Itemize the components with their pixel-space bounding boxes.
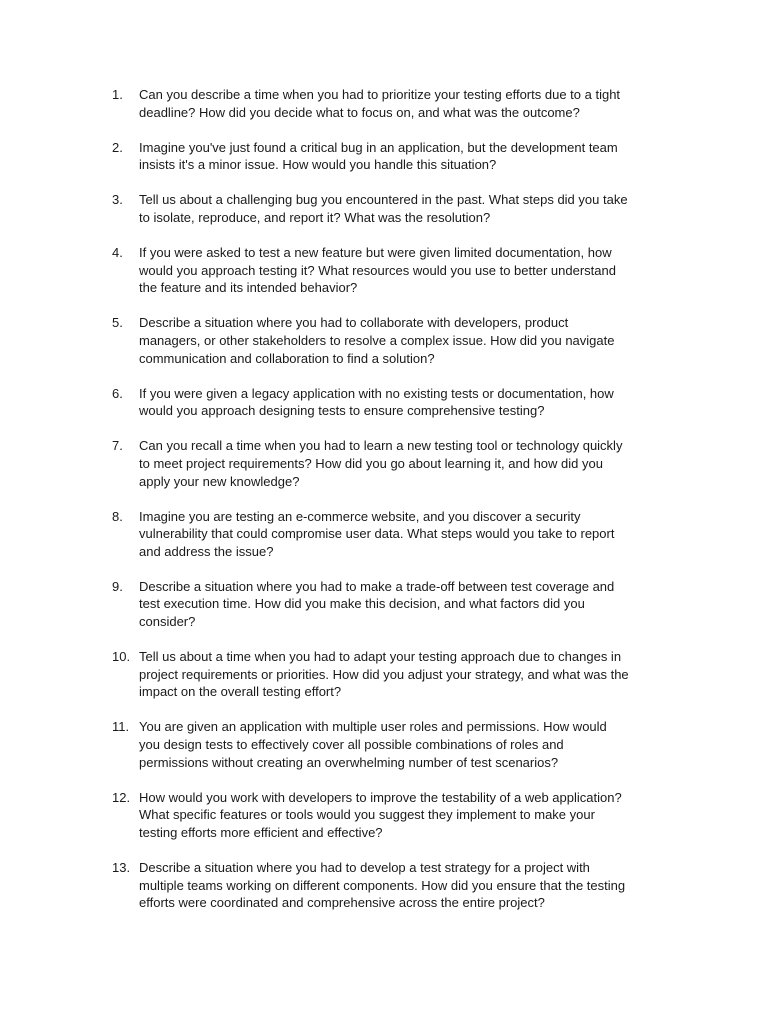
question-number: 9. [112,578,123,594]
question-text-line: the feature and its intended behavior? [139,280,358,296]
question-text-line: would you approach testing it? What resources would you use to better understand [139,262,616,278]
question-number: 6. [112,385,123,401]
question-number: 3. [112,192,123,208]
question-text-line: How would you work with developers to improve the testability of a web application? [139,789,622,805]
question-text-line: apply your new knowledge? [139,473,300,489]
question-item [112,385,682,420]
question-text-line: What specific features or tools would you suggest they implement to make your [139,807,595,823]
question-text-line: consider? [139,614,196,630]
question-text [139,385,682,420]
question-number: 4. [112,245,123,261]
question-number: 12. [112,789,131,805]
question-text [139,508,682,561]
question-text-line: to meet project requirements? How did you go about learning it, and how did you [139,455,603,471]
question-item [112,139,682,174]
question-number: 10. [112,649,131,665]
question-text [139,718,682,771]
question-number: 2. [112,139,123,155]
question-text-line: Tell us about a time when you had to adapt your testing approach due to changes in [139,649,622,665]
question-text-line: would you approach designing tests to ensure comprehensive testing? [139,403,545,419]
question-text [139,789,682,842]
question-number: 5. [112,315,123,331]
question-number: 8. [112,508,123,524]
question-list [112,86,682,929]
question-text-line: If you were given a legacy application with no existing tests or documentation, how [139,385,614,401]
question-text-line: and address the issue? [139,543,274,559]
question-item [112,314,682,367]
question-text-line: Can you describe a time when you had to prioritize your testing efforts due to a tight [139,87,621,102]
question-text [139,437,682,490]
question-text-line: Can you recall a time when you had to learn a new testing tool or technology quickly [139,438,623,454]
question-text-line: Imagine you've just found a critical bug in an application, but the development team [139,139,618,155]
question-text [139,244,682,297]
question-number: 7. [112,438,123,454]
question-text [139,859,682,912]
question-text-line: insists it's a minor issue. How would you handle this situation? [139,157,497,173]
question-text-line: Imagine you are testing an e-commerce website, and you discover a security [139,508,581,524]
question-text-line: Describe a situation where you had to collaborate with developers, product [139,315,569,331]
question-text-line: to isolate, reproduce, and report it? What was the resolution? [139,209,491,225]
question-text [139,86,682,121]
question-item [112,648,682,701]
question-text-line: permissions without creating an overwhelming number of test scenarios? [139,754,559,770]
question-item [112,244,682,297]
question-text-line: project requirements or priorities. How did you adjust your strategy, and what was the [139,666,629,682]
question-text-line: multiple teams working on different components. How did you ensure that the testing [139,877,626,893]
question-text-line: Describe a situation where you had to develop a test strategy for a project with [139,860,590,875]
question-text-line: test execution time. How did you make this decision, and what factors did you [139,596,585,612]
question-text [139,648,682,701]
question-item [112,718,682,771]
question-number: 11. [112,719,130,735]
question-text-line: impact on the overall testing effort? [139,684,342,700]
question-number: 13. [112,860,131,875]
question-text [139,191,682,226]
question-text-line: testing efforts more efficient and effective? [139,824,383,840]
question-text-line: Describe a situation where you had to make a trade-off between test coverage and [139,578,615,594]
question-text [139,314,682,367]
question-text-line: Tell us about a challenging bug you encountered in the past. What steps did you take [139,192,628,208]
question-text-line: You are given an application with multiple user roles and permissions. How would [139,719,607,735]
question-item [112,86,682,121]
question-item [112,578,682,631]
question-text-line: managers, or other stakeholders to resolve a complex issue. How did you navigate [139,332,615,348]
question-item [112,508,682,561]
question-item [112,789,682,842]
question-text-line: deadline? How did you decide what to focus on, and what was the outcome? [139,104,580,120]
question-text-line: you design tests to effectively cover all possible combinations of roles and [139,737,564,753]
question-number: 1. [112,87,123,102]
question-item [112,437,682,490]
question-text-line: communication and collaboration to find a solution? [139,350,435,366]
question-text-line: vulnerability that could compromise user data. What steps would you take to report [139,526,615,542]
question-item [112,859,682,912]
question-text-line: If you were asked to test a new feature but were given limited documentation, how [139,245,612,261]
question-text [139,578,682,631]
question-text-line: efforts were coordinated and comprehensive across the entire project? [139,895,545,911]
question-text [139,139,682,174]
question-item [112,191,682,226]
